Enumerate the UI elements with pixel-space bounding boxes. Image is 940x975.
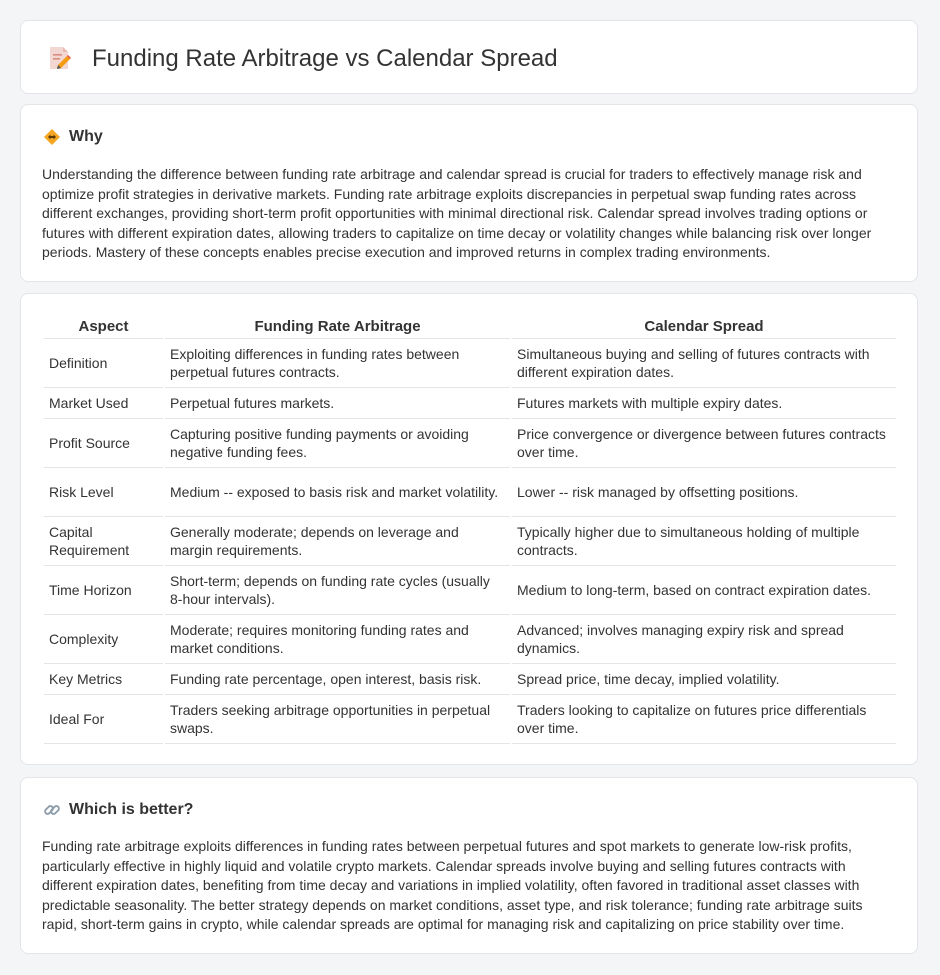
- funding-cell: Funding rate percentage, open interest, basis risk.: [165, 664, 510, 695]
- comparison-card: [20, 293, 918, 765]
- header-funding-rate-arbitrage: Funding Rate Arbitrage: [165, 316, 510, 339]
- aspect-cell: Risk Level: [44, 468, 163, 517]
- document-edit-icon: [47, 45, 71, 71]
- funding-cell: Traders seeking arbitrage opportunities in perpetual swaps.: [165, 695, 510, 744]
- calendar-cell: Typically higher due to simultaneous holding of multiple contracts.: [512, 517, 896, 566]
- funding-cell: Medium -- exposed to basis risk and market volatility.: [165, 468, 510, 517]
- table-row: [44, 615, 896, 664]
- aspect-cell: Complexity: [44, 615, 163, 664]
- aspect-cell: Key Metrics: [44, 664, 163, 695]
- calendar-cell: Futures markets with multiple expiry dates.: [512, 388, 896, 419]
- aspect-cell: Profit Source: [44, 419, 163, 468]
- aspect-cell: Time Horizon: [44, 566, 163, 615]
- table-row: [44, 517, 896, 566]
- funding-cell: Perpetual futures markets.: [165, 388, 510, 419]
- table-row: [44, 419, 896, 468]
- calendar-cell: Price convergence or divergence between futures contracts over time.: [512, 419, 896, 468]
- why-section: [20, 104, 918, 282]
- aspect-cell: Ideal For: [44, 695, 163, 744]
- table-header-row: [44, 316, 896, 339]
- funding-cell: Short-term; depends on funding rate cycles (usually 8-hour intervals).: [165, 566, 510, 615]
- calendar-cell: Advanced; involves managing expiry risk and spread dynamics.: [512, 615, 896, 664]
- better-paragraph: Funding rate arbitrage exploits differences in funding rates between perpetual futures and spot markets to generate low-risk profits, particularly effective in highly liquid and volatile crypto markets. Calendar spreads involve buying and selling futures contracts with different expiration dates, benefiting from time decay and variations in implied volatility, often favored in traditional asset classes with predictable seasonality. The better strategy depends on market conditions, asset type, and risk tolerance; funding rate arbitrage suits rapid, short-term gains in crypto, while calendar spreads are optimal for managing risk and capitalizing on price stability over time.: [42, 838, 863, 933]
- funding-cell: Moderate; requires monitoring funding rates and market conditions.: [165, 615, 510, 664]
- table-row: [44, 695, 896, 744]
- table-row: [44, 339, 896, 388]
- funding-cell: Capturing positive funding payments or avoiding negative funding fees.: [165, 419, 510, 468]
- link-icon: [43, 801, 61, 819]
- page-title: Funding Rate Arbitrage vs Calendar Spread: [92, 45, 558, 72]
- funding-cell: Exploiting differences in funding rates between perpetual futures contracts.: [165, 339, 510, 388]
- calendar-cell: Medium to long-term, based on contract expiration dates.: [512, 566, 896, 615]
- calendar-cell: Spread price, time decay, implied volatility.: [512, 664, 896, 695]
- aspect-cell: Capital Requirement: [44, 517, 163, 566]
- better-heading: Which is better?: [69, 801, 194, 818]
- comparison-table: [42, 316, 898, 744]
- better-header: [43, 800, 193, 820]
- why-paragraph: Understanding the difference between funding rate arbitrage and calendar spread is crucial for traders to effectively manage risk and optimize profit strategies in derivative markets. Funding rate arbitrage exploits discrepancies in perpetual swap funding rates across different exchanges, providing short-term profit opportunities with minimal directional risk. Calendar spread involves trading options or futures with different expiration dates, allowing traders to capitalize on time decay or volatility changes while balancing risk over longer periods. Mastery of these concepts enables precise execution and improved returns in complex trading environments.: [42, 166, 872, 261]
- calendar-cell: Lower -- risk managed by offsetting positions.: [512, 468, 896, 517]
- funding-cell: Generally moderate; depends on leverage and margin requirements.: [165, 517, 510, 566]
- calendar-cell: Traders looking to capitalize on futures price differentials over time.: [512, 695, 896, 744]
- title-card: [20, 20, 918, 94]
- calendar-cell: Simultaneous buying and selling of futures contracts with different expiration dates.: [512, 339, 896, 388]
- aspect-cell: Definition: [44, 339, 163, 388]
- table-row: [44, 388, 896, 419]
- aspect-cell: Market Used: [44, 388, 163, 419]
- why-header: [43, 127, 103, 147]
- which-is-better-section: [20, 777, 918, 954]
- table-row: [44, 664, 896, 695]
- table-row: [44, 468, 896, 517]
- header-calendar-spread: Calendar Spread: [512, 316, 896, 339]
- table-row: [44, 566, 896, 615]
- header-aspect: Aspect: [44, 316, 163, 339]
- why-heading: Why: [69, 128, 103, 145]
- diamond-arrows-icon: [43, 128, 61, 146]
